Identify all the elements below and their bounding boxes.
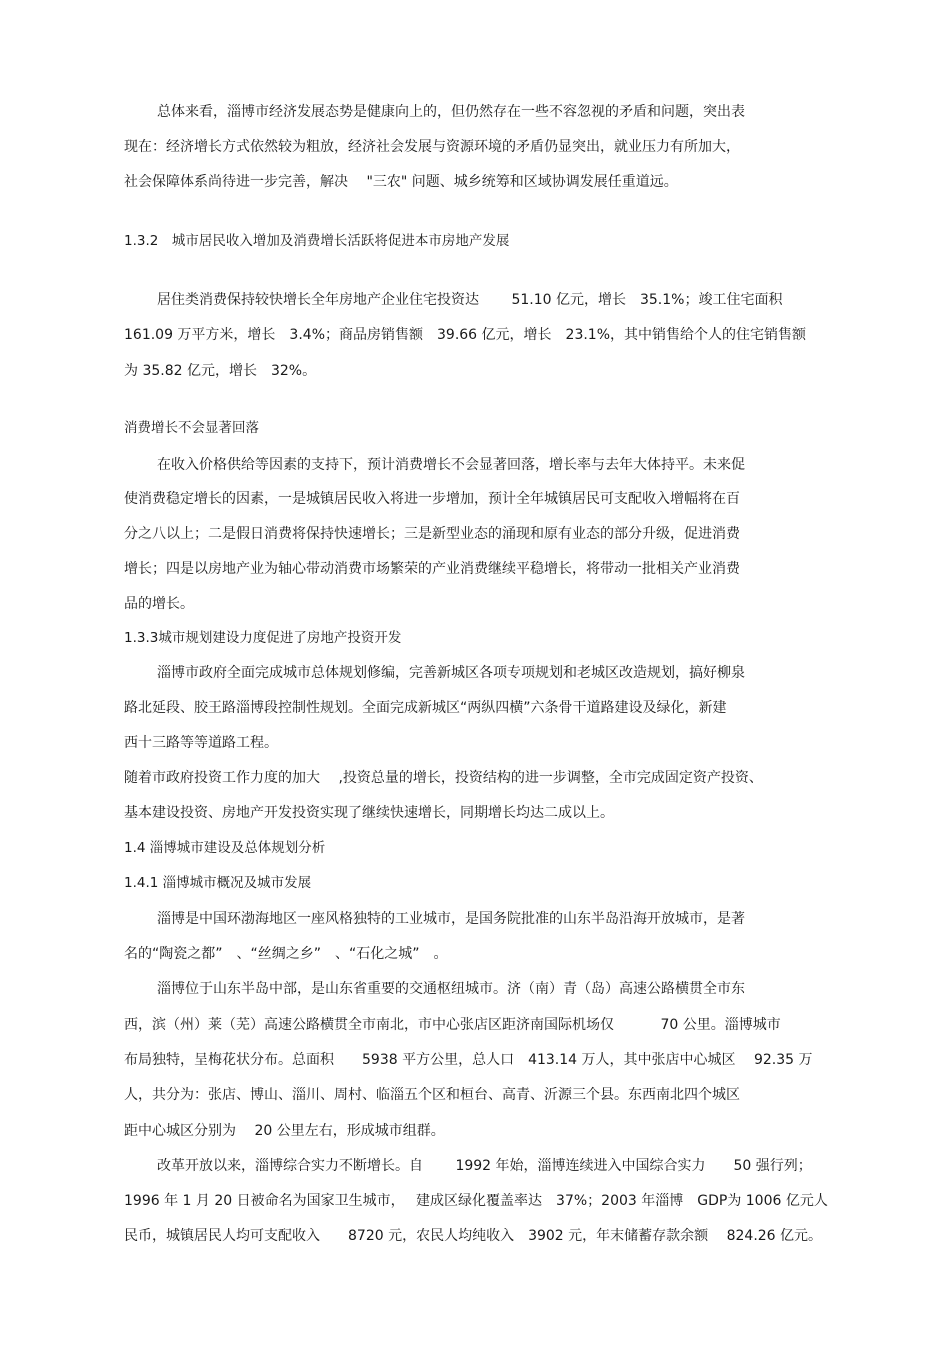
- paragraph-line: 淄博市政府全面完成城市总体规划修编，完善新城区各项专项规划和老城区改造规划，搞好柳泉: [157, 665, 745, 681]
- section-heading: 1.3.2 城市居民收入增加及消费增长活跃将促进本市房地产发展: [124, 233, 510, 249]
- paragraph-line: 居住类消费保持较快增长全年房地产企业住宅投资达 51.10 亿元，增长 35.1%；竣工住宅面积: [157, 292, 783, 308]
- paragraph-line: 分之八以上；二是假日消费将保持快速增长；三是新型业态的涌现和原有业态的部分升级，促进消费: [124, 526, 740, 542]
- paragraph-line: 现在：经济增长方式依然较为粗放，经济社会发展与资源环境的矛盾仍显突出，就业压力有所加大，: [124, 139, 740, 155]
- paragraph-line: 161.09 万平方米，增长 3.4%；商品房销售额 39.66 亿元，增长 23.1%，其中销售给个人的住宅销售额: [124, 327, 807, 343]
- paragraph-line: 品的增长。: [124, 596, 194, 612]
- paragraph-line: 为 35.82 亿元，增长 32%。: [124, 363, 317, 379]
- paragraph-line: 淄博是中国环渤海地区一座风格独特的工业城市，是国务院批准的山东半岛沿海开放城市，是著: [157, 911, 745, 927]
- paragraph-line: 距中心城区分别为 20 公里左右，形成城市组群。: [124, 1123, 445, 1139]
- paragraph-line: 基本建设投资、房地产开发投资实现了继续快速增长，同期增长均达二成以上。: [124, 805, 614, 821]
- paragraph-line: 1996 年 1 月 20 日被命名为国家卫生城市， 建成区绿化覆盖率达 37%；2003 年淄博 GDP为 1006 亿元人: [124, 1193, 828, 1209]
- paragraph-line: 增长；四是以房地产业为轴心带动消费市场繁荣的产业消费继续平稳增长，将带动一批相关产业消费: [124, 561, 740, 577]
- paragraph-line: 西十三路等等道路工程。: [124, 735, 278, 751]
- section-heading: 1.4 淄博城市建设及总体规划分析: [124, 840, 326, 856]
- paragraph-line: 布局独特，呈梅花状分布。总面积 5938 平方公里，总人口 413.14 万人，其中张店中心城区 92.35 万: [124, 1052, 813, 1068]
- paragraph-line: 社会保障体系尚待进一步完善，解决 "三农" 问题、城乡统筹和区域协调发展任重道远。: [124, 174, 678, 190]
- section-heading: 1.3.3城市规划建设力度促进了房地产投资开发: [124, 630, 402, 646]
- paragraph-line: 人，共分为：张店、博山、淄川、周村、临淄五个区和桓台、高青、沂源三个县。东西南北四个城区: [124, 1087, 740, 1103]
- paragraph-line: 总体来看，淄博市经济发展态势是健康向上的，但仍然存在一些不容忽视的矛盾和问题，突出表: [157, 104, 745, 120]
- paragraph-line: 民币，城镇居民人均可支配收入 8720 元，农民人均纯收入 3902 元，年末储蓄存款余额 824.26 亿元。: [124, 1228, 823, 1244]
- paragraph-line: 名的“陶瓷之都” 、“丝绸之乡” 、“石化之城” 。: [124, 946, 448, 962]
- paragraph-line: 西，滨（州）莱（芜）高速公路横贯全市南北，市中心张店区距济南国际机场仅 70 公里。淄博城市: [124, 1017, 781, 1033]
- paragraph-line: 随着市政府投资工作力度的加大 ,投资总量的增长，投资结构的进一步调整，全市完成固定资产投资、: [124, 770, 763, 786]
- section-heading: 消费增长不会显著回落: [124, 420, 259, 436]
- paragraph-line: 改革开放以来，淄博综合实力不断增长。自 1992 年始，淄博连续进入中国综合实力 50 强行列；: [157, 1158, 812, 1174]
- paragraph-line: 淄博位于山东半岛中部，是山东省重要的交通枢纽城市。济（南）青（岛）高速公路横贯全市东: [157, 981, 745, 997]
- paragraph-line: 路北延段、胶王路淄博段控制性规划。全面完成新城区“两纵四横”六条骨干道路建设及绿化，新建: [124, 700, 727, 716]
- paragraph-line: 在收入价格供给等因素的支持下，预计消费增长不会显著回落，增长率与去年大体持平。未来促: [157, 457, 745, 473]
- paragraph-line: 使消费稳定增长的因素，一是城镇居民收入将进一步增加，预计全年城镇居民可支配收入增幅将在百: [124, 491, 740, 507]
- section-heading: 1.4.1 淄博城市概况及城市发展: [124, 875, 312, 891]
